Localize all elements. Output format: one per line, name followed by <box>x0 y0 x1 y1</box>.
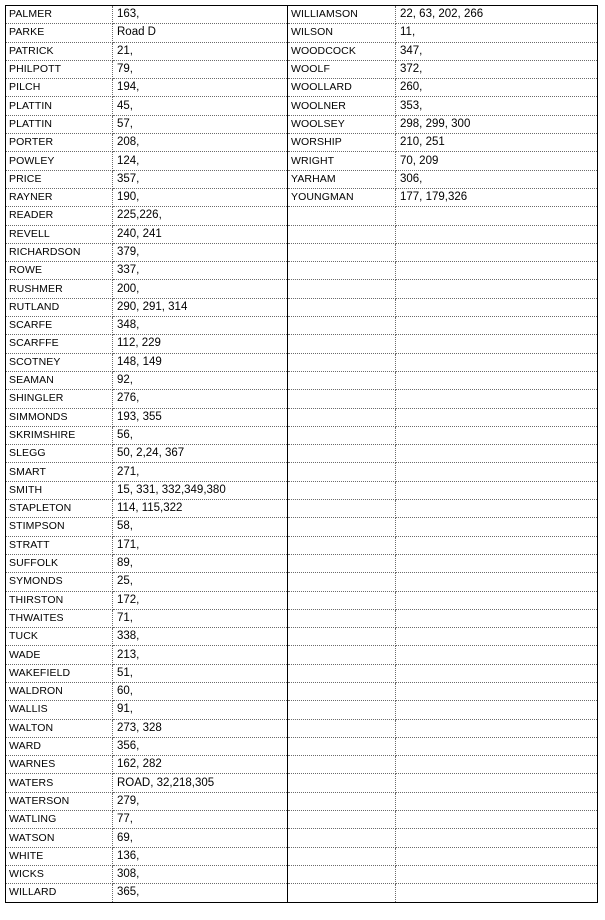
surname-cell <box>288 207 396 225</box>
reference-cell: 372, <box>396 60 598 78</box>
table-row <box>6 426 598 444</box>
surname-cell <box>288 463 396 481</box>
reference-cell: 260, <box>396 79 598 97</box>
table-row <box>6 573 598 591</box>
surname-cell: SMITH <box>6 481 113 499</box>
table-row <box>6 865 598 883</box>
reference-cell: 379, <box>113 243 288 261</box>
table-row <box>6 664 598 682</box>
reference-cell: 348, <box>113 317 288 335</box>
surname-cell: SHINGLER <box>6 390 113 408</box>
surname-cell <box>288 500 396 518</box>
surname-cell <box>288 719 396 737</box>
table-row <box>6 646 598 664</box>
table-row <box>6 591 598 609</box>
reference-cell <box>396 554 598 572</box>
reference-cell: 50, 2,24, 367 <box>113 445 288 463</box>
table-row <box>6 207 598 225</box>
table-row <box>6 518 598 536</box>
reference-cell: 276, <box>113 390 288 408</box>
reference-cell <box>396 756 598 774</box>
reference-cell: 58, <box>113 518 288 536</box>
surname-cell <box>288 426 396 444</box>
surname-cell: WATERSON <box>6 792 113 810</box>
table-row <box>6 554 598 572</box>
surname-cell: WOOLNER <box>288 97 396 115</box>
surname-cell <box>288 591 396 609</box>
table-row <box>6 60 598 78</box>
reference-cell <box>396 298 598 316</box>
reference-cell: 92, <box>113 371 288 389</box>
surname-cell <box>288 865 396 883</box>
surname-cell: SCARFE <box>6 317 113 335</box>
table-row <box>6 829 598 847</box>
surname-cell <box>288 445 396 463</box>
table-row <box>6 298 598 316</box>
table-row <box>6 408 598 426</box>
reference-cell: 91, <box>113 701 288 719</box>
table-row <box>6 536 598 554</box>
surname-cell <box>288 371 396 389</box>
reference-cell: 89, <box>113 554 288 572</box>
reference-cell <box>396 353 598 371</box>
surname-cell <box>288 609 396 627</box>
reference-cell: 356, <box>113 737 288 755</box>
reference-cell: 279, <box>113 792 288 810</box>
surname-cell: WRIGHT <box>288 152 396 170</box>
surname-cell <box>288 847 396 865</box>
reference-cell: 77, <box>113 811 288 829</box>
surname-cell: WATSON <box>6 829 113 847</box>
reference-cell: 56, <box>113 426 288 444</box>
reference-cell: 70, 209 <box>396 152 598 170</box>
index-rows <box>6 6 598 903</box>
surname-cell: WOOLSEY <box>288 115 396 133</box>
surname-cell: PLATTIN <box>6 115 113 133</box>
reference-cell <box>396 390 598 408</box>
surname-cell <box>288 280 396 298</box>
reference-cell: 162, 282 <box>113 756 288 774</box>
surname-cell: SLEGG <box>6 445 113 463</box>
table-row <box>6 280 598 298</box>
surname-cell <box>288 628 396 646</box>
surname-cell <box>288 664 396 682</box>
reference-cell <box>396 737 598 755</box>
surname-cell <box>288 774 396 792</box>
surname-cell: SEAMAN <box>6 371 113 389</box>
reference-cell <box>396 609 598 627</box>
reference-cell <box>396 719 598 737</box>
surname-cell: RUSHMER <box>6 280 113 298</box>
surname-cell <box>288 536 396 554</box>
table-row <box>6 6 598 24</box>
table-row <box>6 756 598 774</box>
surname-cell: SIMMONDS <box>6 408 113 426</box>
surname-cell: POWLEY <box>6 152 113 170</box>
surname-cell: WICKS <box>6 865 113 883</box>
reference-cell <box>396 884 598 902</box>
surname-cell <box>288 317 396 335</box>
reference-cell: 57, <box>113 115 288 133</box>
reference-cell: 60, <box>113 682 288 700</box>
table-row <box>6 24 598 42</box>
surname-cell: WILSON <box>288 24 396 42</box>
reference-cell: 193, 355 <box>113 408 288 426</box>
surname-cell: ROWE <box>6 262 113 280</box>
surname-cell: STIMPSON <box>6 518 113 536</box>
table-row <box>6 390 598 408</box>
table-row <box>6 792 598 810</box>
reference-cell: 357, <box>113 170 288 188</box>
table-row <box>6 225 598 243</box>
surname-cell <box>288 646 396 664</box>
reference-cell: 271, <box>113 463 288 481</box>
surname-cell: PALMER <box>6 6 113 24</box>
reference-cell: 11, <box>396 24 598 42</box>
reference-cell <box>396 500 598 518</box>
reference-cell: 148, 149 <box>113 353 288 371</box>
reference-cell <box>396 481 598 499</box>
table-row <box>6 737 598 755</box>
reference-cell: 337, <box>113 262 288 280</box>
reference-cell <box>396 426 598 444</box>
reference-cell <box>396 774 598 792</box>
surname-cell: SCOTNEY <box>6 353 113 371</box>
table-row <box>6 243 598 261</box>
surname-cell <box>288 262 396 280</box>
surname-cell <box>288 353 396 371</box>
reference-cell: 71, <box>113 609 288 627</box>
surname-cell <box>288 737 396 755</box>
reference-cell <box>396 682 598 700</box>
surname-cell: RICHARDSON <box>6 243 113 261</box>
table-row <box>6 42 598 60</box>
surname-cell <box>288 884 396 902</box>
surname-cell <box>288 554 396 572</box>
surname-cell <box>288 682 396 700</box>
table-row <box>6 481 598 499</box>
surname-cell: RUTLAND <box>6 298 113 316</box>
reference-cell <box>396 243 598 261</box>
reference-cell: 190, <box>113 188 288 206</box>
surname-cell: SUFFOLK <box>6 554 113 572</box>
reference-cell: 124, <box>113 152 288 170</box>
reference-cell: Road D <box>113 24 288 42</box>
surname-cell: WOOLF <box>288 60 396 78</box>
reference-cell <box>396 811 598 829</box>
surname-cell <box>288 390 396 408</box>
surname-index-table <box>5 5 598 903</box>
table-row <box>6 115 598 133</box>
surname-cell: PHILPOTT <box>6 60 113 78</box>
surname-cell: WOODCOCK <box>288 42 396 60</box>
reference-cell: 25, <box>113 573 288 591</box>
reference-cell <box>396 317 598 335</box>
reference-cell <box>396 865 598 883</box>
table-row <box>6 152 598 170</box>
reference-cell <box>396 792 598 810</box>
reference-cell: 208, <box>113 134 288 152</box>
reference-cell: 298, 299, 300 <box>396 115 598 133</box>
surname-cell: WORSHIP <box>288 134 396 152</box>
reference-cell: 353, <box>396 97 598 115</box>
reference-cell: 365, <box>113 884 288 902</box>
surname-cell: SCARFFE <box>6 335 113 353</box>
surname-cell <box>288 701 396 719</box>
reference-cell: 308, <box>113 865 288 883</box>
table-row <box>6 884 598 902</box>
reference-cell <box>396 371 598 389</box>
surname-cell <box>288 518 396 536</box>
reference-cell: 347, <box>396 42 598 60</box>
surname-cell <box>288 792 396 810</box>
reference-cell <box>396 701 598 719</box>
table-row <box>6 719 598 737</box>
surname-cell: PATRICK <box>6 42 113 60</box>
surname-cell: WILLIAMSON <box>288 6 396 24</box>
table-row <box>6 682 598 700</box>
reference-cell <box>396 829 598 847</box>
surname-cell: REVELL <box>6 225 113 243</box>
surname-cell: YARHAM <box>288 170 396 188</box>
reference-cell <box>396 646 598 664</box>
surname-cell: WARD <box>6 737 113 755</box>
surname-cell <box>288 298 396 316</box>
reference-cell: 136, <box>113 847 288 865</box>
reference-cell: 177, 179,326 <box>396 188 598 206</box>
surname-cell <box>288 573 396 591</box>
reference-cell <box>396 280 598 298</box>
surname-cell: WOOLLARD <box>288 79 396 97</box>
table-row <box>6 463 598 481</box>
surname-cell <box>288 481 396 499</box>
table-row <box>6 170 598 188</box>
surname-cell: PLATTIN <box>6 97 113 115</box>
reference-cell <box>396 628 598 646</box>
reference-cell: 200, <box>113 280 288 298</box>
table-row <box>6 445 598 463</box>
surname-cell <box>288 225 396 243</box>
surname-cell: WHITE <box>6 847 113 865</box>
table-row <box>6 134 598 152</box>
table-row <box>6 500 598 518</box>
table-row <box>6 701 598 719</box>
reference-cell: 225,226, <box>113 207 288 225</box>
reference-cell: 290, 291, 314 <box>113 298 288 316</box>
reference-cell: 210, 251 <box>396 134 598 152</box>
reference-cell: 240, 241 <box>113 225 288 243</box>
surname-cell: WILLARD <box>6 884 113 902</box>
reference-cell <box>396 664 598 682</box>
surname-cell: PILCH <box>6 79 113 97</box>
reference-cell: 69, <box>113 829 288 847</box>
surname-cell: SKRIMSHIRE <box>6 426 113 444</box>
surname-cell: YOUNGMAN <box>288 188 396 206</box>
surname-cell: PARKE <box>6 24 113 42</box>
reference-cell: 306, <box>396 170 598 188</box>
reference-cell <box>396 573 598 591</box>
table-row <box>6 79 598 97</box>
table-row <box>6 335 598 353</box>
surname-cell: RAYNER <box>6 188 113 206</box>
table-row <box>6 847 598 865</box>
reference-cell: 114, 115,322 <box>113 500 288 518</box>
surname-cell: WARNES <box>6 756 113 774</box>
surname-cell <box>288 243 396 261</box>
reference-cell: 213, <box>113 646 288 664</box>
surname-cell: WAKEFIELD <box>6 664 113 682</box>
reference-cell <box>396 847 598 865</box>
table-row <box>6 317 598 335</box>
surname-cell <box>288 811 396 829</box>
surname-cell: SMART <box>6 463 113 481</box>
surname-cell: READER <box>6 207 113 225</box>
surname-cell: WALLIS <box>6 701 113 719</box>
surname-cell: STRATT <box>6 536 113 554</box>
table-row <box>6 353 598 371</box>
reference-cell <box>396 335 598 353</box>
table-row <box>6 97 598 115</box>
reference-cell <box>396 591 598 609</box>
surname-cell: STAPLETON <box>6 500 113 518</box>
surname-cell: WALDRON <box>6 682 113 700</box>
surname-cell: PRICE <box>6 170 113 188</box>
table-row <box>6 811 598 829</box>
reference-cell: 194, <box>113 79 288 97</box>
surname-cell: WATERS <box>6 774 113 792</box>
reference-cell <box>396 225 598 243</box>
reference-cell <box>396 536 598 554</box>
table-row <box>6 628 598 646</box>
surname-cell <box>288 829 396 847</box>
surname-cell: WADE <box>6 646 113 664</box>
table-row <box>6 188 598 206</box>
reference-cell <box>396 207 598 225</box>
surname-cell: THWAITES <box>6 609 113 627</box>
reference-cell <box>396 262 598 280</box>
reference-cell: 21, <box>113 42 288 60</box>
reference-cell <box>396 463 598 481</box>
surname-cell <box>288 335 396 353</box>
surname-cell: WATLING <box>6 811 113 829</box>
reference-cell: 171, <box>113 536 288 554</box>
surname-cell: THIRSTON <box>6 591 113 609</box>
surname-cell <box>288 408 396 426</box>
reference-cell: 51, <box>113 664 288 682</box>
reference-cell: 112, 229 <box>113 335 288 353</box>
reference-cell: 15, 331, 332,349,380 <box>113 481 288 499</box>
surname-cell: WALTON <box>6 719 113 737</box>
surname-cell <box>288 756 396 774</box>
surname-cell: PORTER <box>6 134 113 152</box>
reference-cell: 22, 63, 202, 266 <box>396 6 598 24</box>
reference-cell: 163, <box>113 6 288 24</box>
table-row <box>6 609 598 627</box>
reference-cell: 79, <box>113 60 288 78</box>
table-row <box>6 774 598 792</box>
reference-cell: 273, 328 <box>113 719 288 737</box>
surname-cell: TUCK <box>6 628 113 646</box>
table-row <box>6 262 598 280</box>
table-row <box>6 371 598 389</box>
reference-cell: 338, <box>113 628 288 646</box>
reference-cell <box>396 445 598 463</box>
reference-cell: 45, <box>113 97 288 115</box>
reference-cell: 172, <box>113 591 288 609</box>
surname-cell: SYMONDS <box>6 573 113 591</box>
reference-cell: ROAD, 32,218,305 <box>113 774 288 792</box>
reference-cell <box>396 408 598 426</box>
reference-cell <box>396 518 598 536</box>
